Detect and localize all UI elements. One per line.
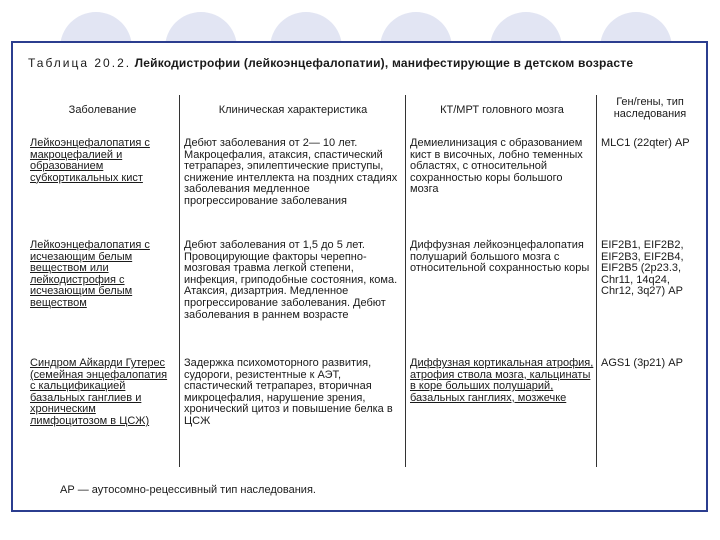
table-title — [28, 56, 678, 70]
column-header-clinical: Клиническая характеристика — [218, 104, 368, 116]
table-cell-gene: MLC1 (22qter) АР — [601, 137, 690, 149]
table-cell-gene: AGS1 (3p21) АР — [601, 357, 683, 369]
table-cell-disease: Лейкоэнцефалопатия с исчезающим белым веществом или лейкодистрофия с исчезающим белым веществом — [30, 239, 150, 309]
table-cell-disease: Синдром Айкарди Гутерес (семейная энцефалопатия с кальцификацией базальных ганглиев и хроническим лимфоцитозом в ЦСЖ) — [30, 357, 168, 427]
column-header-gene: Ген/гены, тип наследования — [613, 96, 687, 120]
column-divider — [179, 95, 180, 467]
footnote: АР — аутосомно-рецессивный тип наследования. — [60, 484, 316, 496]
table-cell-clinical: Дебют заболевания от 2— 10 лет. Макроцефалия, атаксия, спастический тетрапарез, эпилептические приступы, снижение интеллекта на поздних стадиях заболевания медленное прогрессирование заболевания — [184, 137, 398, 207]
table-cell-clinical: Дебют заболевания от 1,5 до 5 лет. Провоцирующие факторы черепно-мозговая травма легкой степени, инфекция, гриподобные состояния, кома. Атаксия, дизартрия. Медленное прогрессирование заболевания. Дебют заболевания в раннем возрасте — [184, 239, 398, 321]
table-cell-ct: Демиелинизация с образованием кист в височных, лобно теменных областях, с относительной сохранностью коры большого мозга — [410, 137, 583, 196]
table-cell-clinical: Задержка психомоторного развития, судороги, резистентные к АЭТ, спастический тетрапарез, вторичная микроцефалия, нарушение зрения, хронический цитоз и повышение белка в ЦСЖ — [184, 357, 393, 427]
table-cell-gene: EIF2B1, EIF2B2, EIF2B3, EIF2B4, EIF2B5 (2p23.3, Chr11, 14q24, Chr12, 3q27) АР — [601, 239, 684, 298]
column-header-ct: КТ/МРТ головного мозга — [440, 104, 564, 116]
table-cell-disease: Лейкоэнцефалопатия с макроцефалией и образованием субкортикальных кист — [30, 137, 150, 184]
table-cell-ct: Диффузная кортикальная атрофия, атрофия ствола мозга, кальцинаты в коре больших полушарий, базальных ганглиях, мозжечке — [410, 357, 594, 404]
column-divider — [405, 95, 406, 467]
table-title-label: Таблица 20.2. — [28, 56, 132, 70]
table-cell-ct: Диффузная лейкоэнцефалопатия полушарий большого мозга с относительной сохранностью коры — [410, 239, 590, 275]
column-divider — [596, 95, 597, 467]
table-title-text: Лейкодистрофии (лейкоэнцефалопатии), манифестирующие в детском возрасте — [134, 56, 634, 70]
column-header-disease: Заболевание — [68, 104, 137, 116]
